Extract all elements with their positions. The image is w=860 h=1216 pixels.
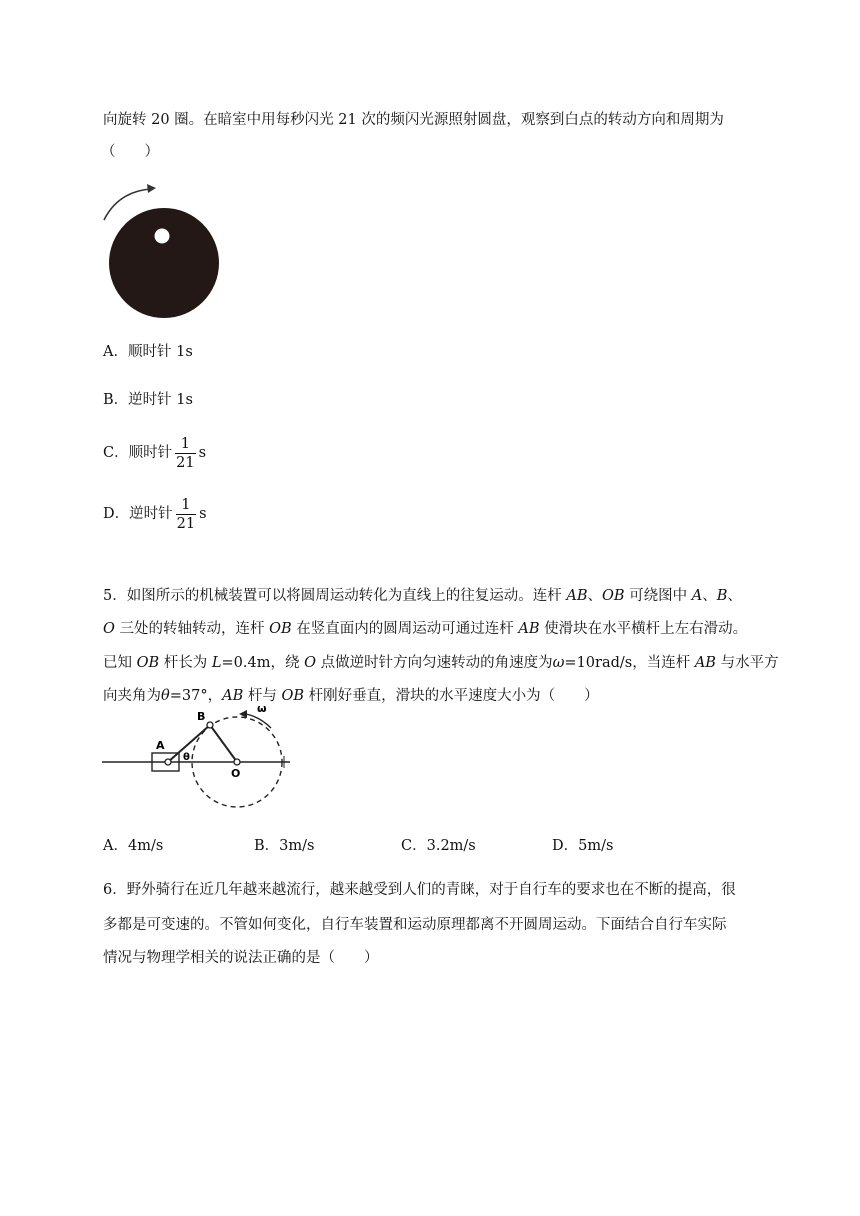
rotating-disc-figure [98,180,228,320]
q5-option-a[interactable]: A．4m/s [103,838,164,854]
q5-stem-line-1: 5．如图所示的机械装置可以将圆周运动转化为直线上的往复运动。连杆 AB、OB 可绕图中 A、B、 [103,588,742,604]
linkage-mechanism-figure [100,700,300,832]
label-b: B [197,710,206,723]
q4-option-a[interactable]: A．顺时针 1s [103,344,193,360]
label-o: O [231,767,241,780]
pivot-a [165,759,171,765]
white-dot [155,229,170,244]
q6-stem-line-2: 多都是可变速的。不管如何变化，自行车装置和运动原理都离不开圆周运动。下面结合自行车实际 [103,917,727,933]
q5-option-d[interactable]: D．5m/s [552,838,614,854]
q6-stem-line-3: 情况与物理学相关的说法正确的是（ ） [103,950,379,966]
fraction: $\frac{1}{21}$ [176,435,195,471]
q5-stem-line-3: 已知 OB 杆长为 L=0.4m，绕 O 点做逆时针方向匀速转动的角速度为ω=10rad/s，当连杆 AB 与水平方 [103,655,779,671]
q5-stem-line-2: O 三处的转轴转动，连杆 OB 在竖直面内的圆周运动可通过连杆 AB 使滑块在水平横杆上左右滑动。 [103,621,748,637]
pivot-b [207,722,213,728]
rod-ob [210,725,237,762]
q5-option-c[interactable]: C．3.2m/s [401,838,476,854]
q5-stem-line-4: 向夹角为θ=37°，AB 杆与 OB 杆刚好垂直，滑块的水平速度大小为（ ） [103,688,599,704]
q4-stem-answer-blank: （ ） [101,144,159,160]
label-theta: θ [183,752,190,763]
q5-option-b[interactable]: B．3m/s [254,838,315,854]
fraction: $\frac{1}{21}$ [176,496,196,532]
q4-option-d[interactable]: D．逆时针 $\frac{1}{21}$ s [103,496,207,532]
q4-stem-line-1: 向旋转 20 圈。在暗室中用每秒闪光 21 次的频闪光源照射圆盘，观察到白点的转动方向和周期为 [103,112,724,128]
label-omega: ω [257,702,267,715]
q4-option-c[interactable]: C．顺时针 $\frac{1}{21}$ s [103,435,207,471]
black-disc [109,208,219,318]
q6-stem-line-1: 6．野外骑行在近几年越来越流行，越来越受到人们的青睐，对于自行车的要求也在不断的提高，很 [103,882,736,898]
omega-arrow-icon [246,714,271,728]
pivot-o [234,759,240,765]
q4-option-b[interactable]: B．逆时针 1s [103,392,193,408]
label-a: A [156,739,165,752]
